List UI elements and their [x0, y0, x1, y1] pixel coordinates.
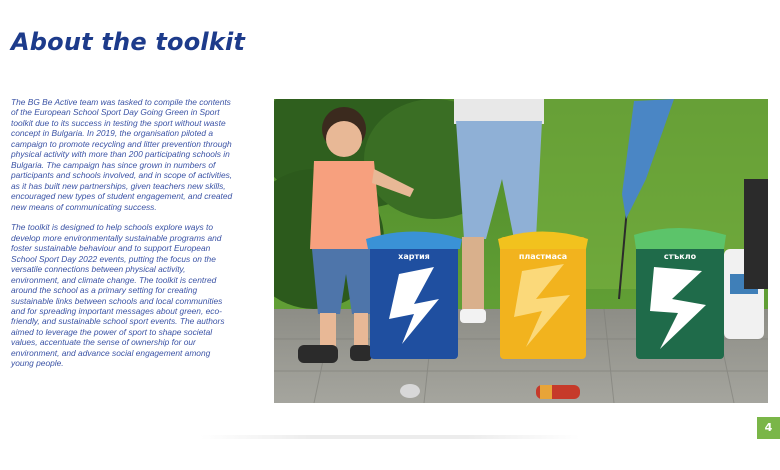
body-text: [11, 97, 235, 379]
recycling-bins-photo: [274, 99, 768, 403]
page-title: About the toolkit: [11, 28, 246, 56]
plastic-bin: [498, 232, 588, 360]
glass-bin-label: стъкло: [663, 252, 697, 261]
paper-bin-label: хартия: [398, 252, 430, 261]
toolkit-paragraph: The toolkit is designed to help schools explore ways to develop more environmentally sustainable programs and foster sustainable behaviour and to support European School Sport Day 2022 events, putting the focus on the versatile connections between physical activity, environment, and climate change. The toolkit is centred around the school as a primary setting for creating sustainable links between schools and local communities and for spreading important messages about green, eco-friendly, and sustainable school sport events. The authors aimed to leverage the power of sport to shape societal values, accentuate the sense of ownership for our environment, and advance social engagement among young people.: [11, 222, 225, 369]
glass-bin: [634, 228, 726, 359]
page-number-badge: 4: [757, 417, 780, 439]
plastic-bin-label: пластмаса: [518, 252, 568, 261]
intro-paragraph: The BG Be Active team was tasked to compile the contents of the European School Sport Day Going Green in Sport toolkit due to its success in testing the sport without waste concept in Bulgaria. In 2019, the organisation piloted a campaign to promote recycling and litter prevention through physical activity with more than 200 participating schools in Bulgaria. The campaign has since grown in numbers of participants and schools involved, and in scope of activities, as it has built new partnerships, given teachers new skills, encouraged new types of student engagement, and created new means of communicating success.: [11, 97, 233, 212]
footer-divider: [200, 435, 580, 439]
paper-bin: [366, 232, 462, 360]
